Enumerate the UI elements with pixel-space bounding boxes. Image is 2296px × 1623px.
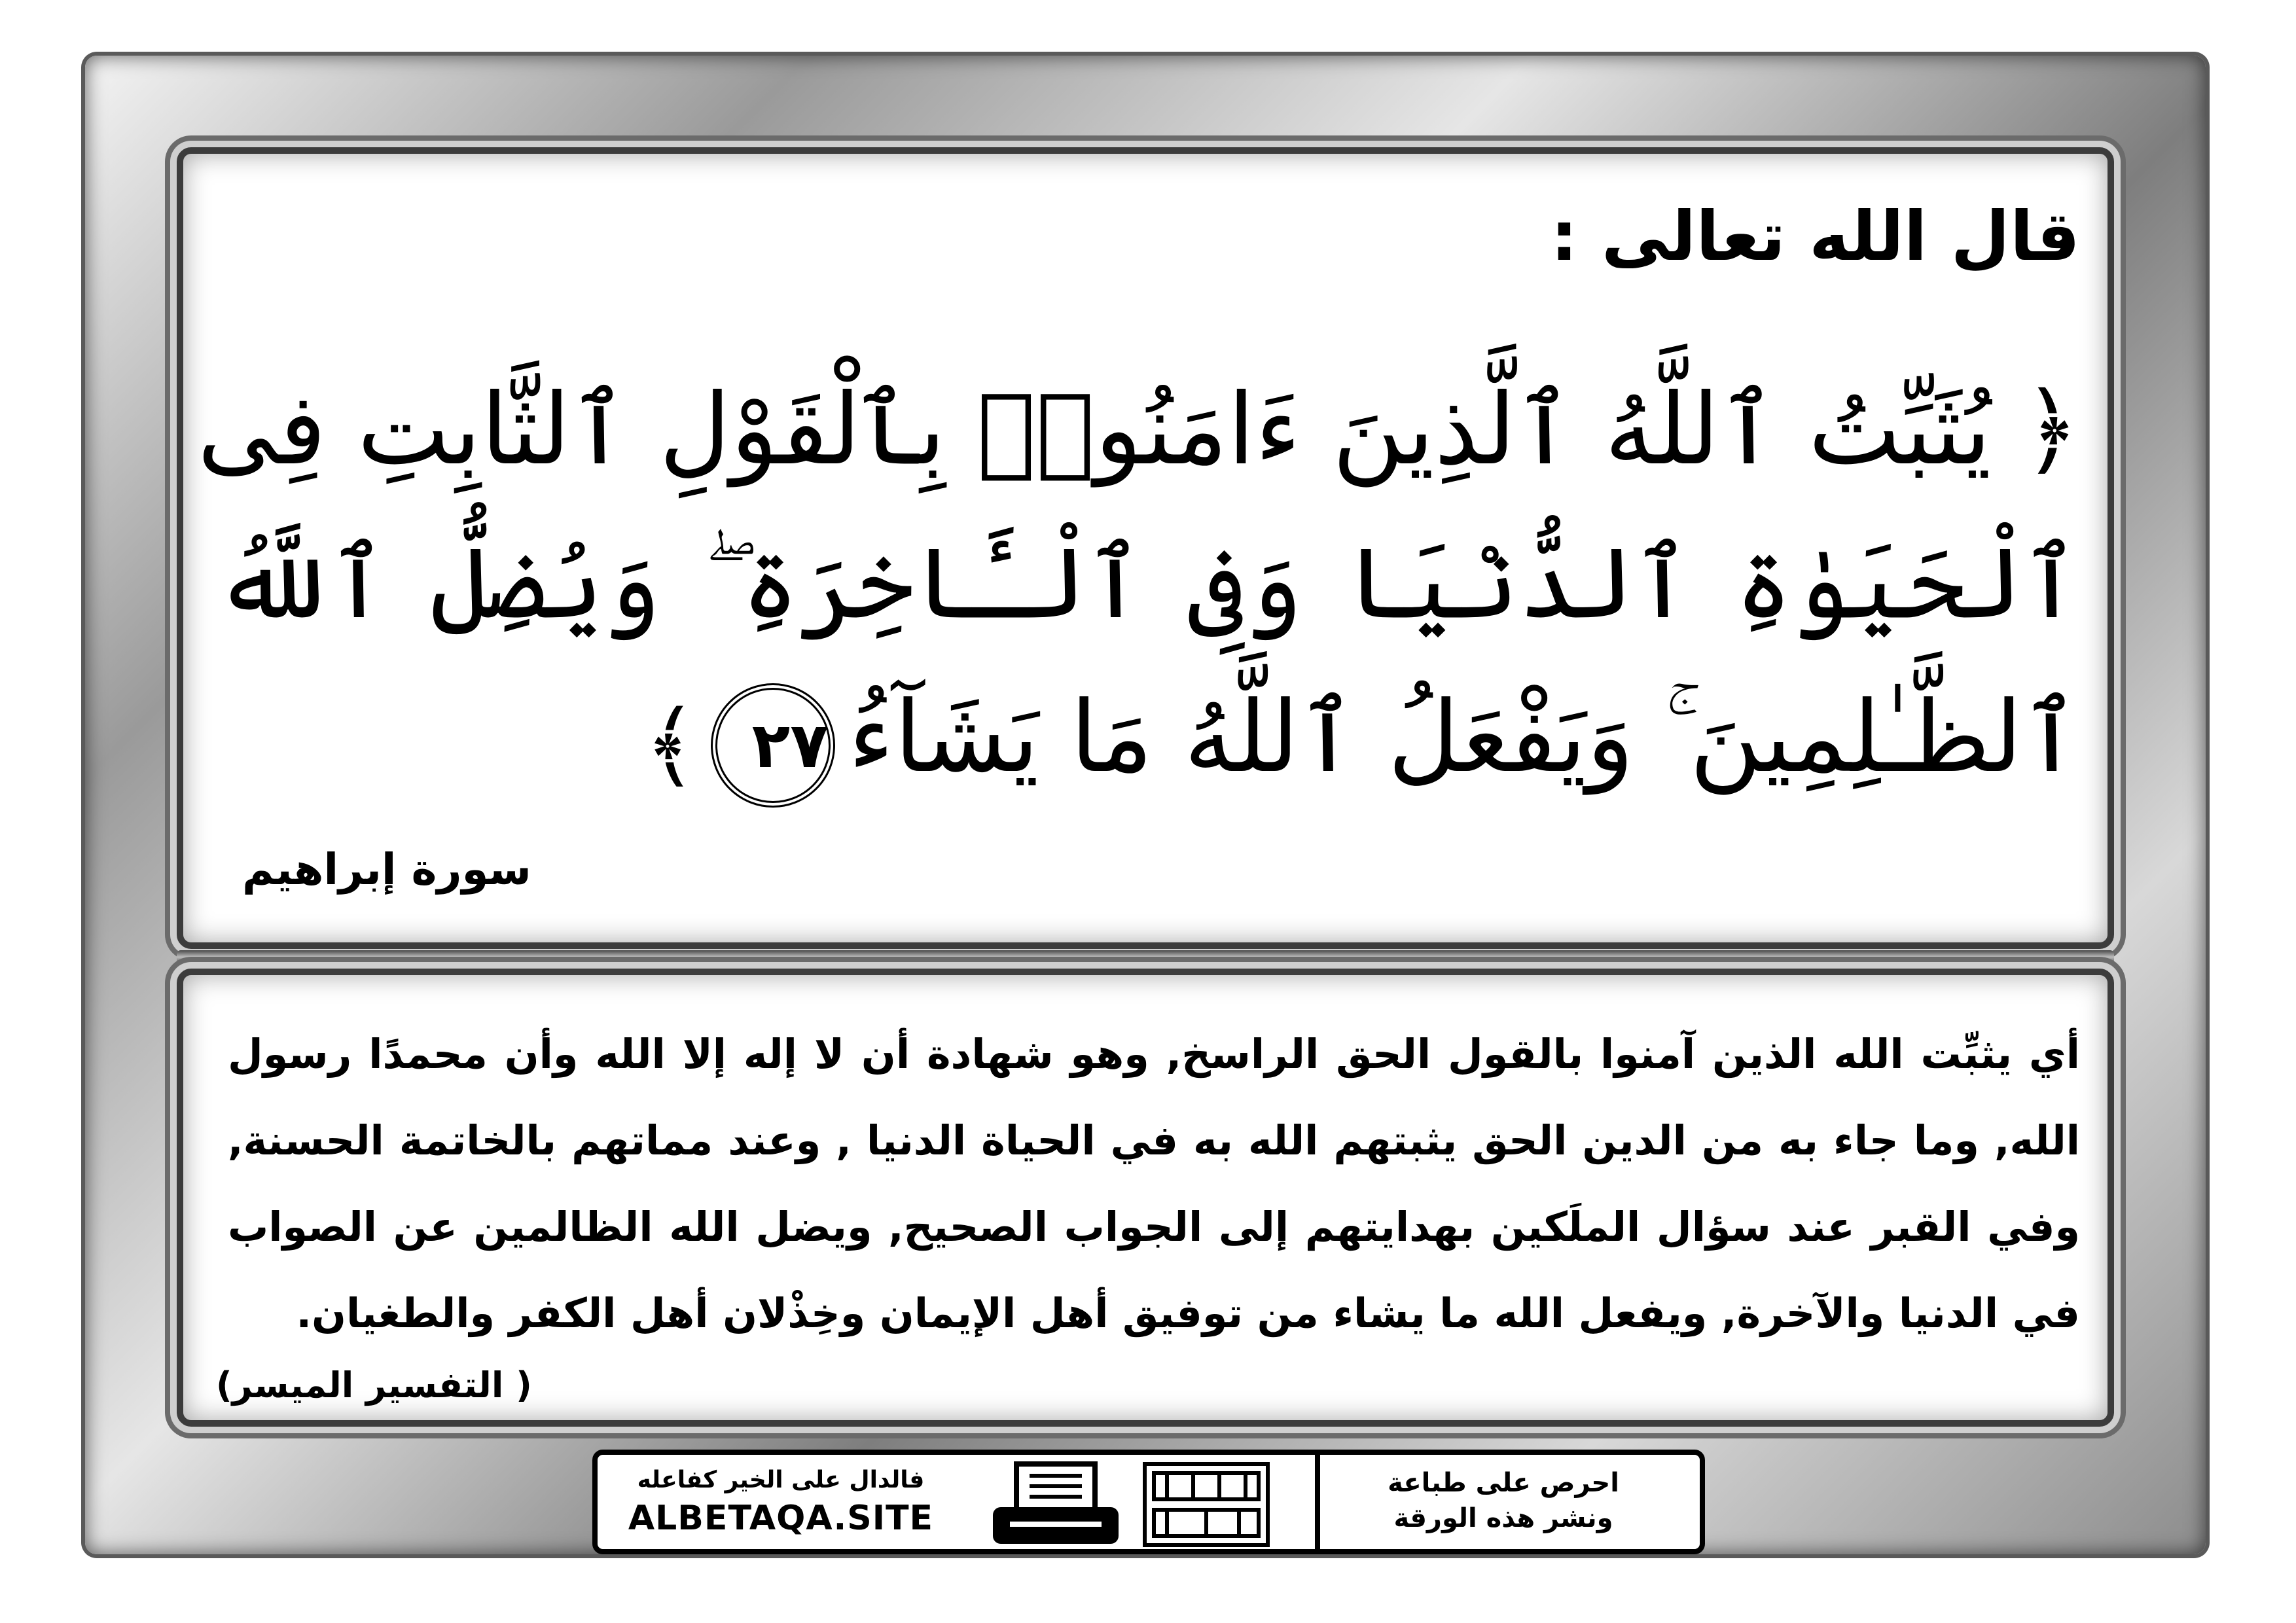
verse-line-3-text: ٱلظَّـٰلِمِينَ ۚ وَيَفْعَلُ ٱللَّهُ مَا يَشَآءُ <box>848 681 2080 794</box>
verse-line-3 <box>215 661 2080 823</box>
logo-icon <box>1141 1460 1272 1549</box>
verse-line-2: ٱلْحَيَوٰةِ ٱلدُّنْيَا وَفِى ٱلْـَٔاخِرَةِ ۖ وَيُضِلُّ ٱللَّهُ <box>215 527 2080 641</box>
surah-name: سورة إبراهيم <box>242 844 531 895</box>
panel-divider <box>177 950 2114 967</box>
footer-right <box>1315 1455 1687 1549</box>
footer-motto: فالدال على الخير كفاعله <box>637 1467 925 1493</box>
footer-banner <box>592 1450 1705 1554</box>
verse-line-1: ﴿ يُثَبِّتُ ٱللَّهُ ٱلَّذِينَ ءَامَنُوا۟ بِٱلْقَوْلِ ٱلثَّابِتِ فِى <box>197 373 2080 487</box>
footer-note-line-1: احرص على طباعة <box>1388 1468 1619 1498</box>
closing-bracket: ﴾ <box>643 692 698 799</box>
quran-verse <box>197 353 2080 823</box>
footer-left <box>611 1455 951 1549</box>
footer-site-link[interactable]: ALBETAQA.SITE <box>628 1499 934 1538</box>
heading: قال الله تعالى : <box>1551 196 2080 276</box>
footer-note-line-2: ونشر هذه الورقة <box>1393 1503 1613 1533</box>
ayah-number-badge: ٢٧ <box>711 683 835 808</box>
tafsir-source: ( التفسير الميسر) <box>216 1364 532 1406</box>
tafsir-text: أي يثبِّت الله الذين آمنوا بالقول الحق الراسخ, وهو شهادة أن لا إله إلا الله وأن محمدًا رسول الله, وما جاء به من الدين الحق يثبتهم الله به في الحياة الدنيا , وعند مماتهم بالخاتمة الحسنة, وفي القبر عند سؤال الملَكين بهدايتهم إلى الجواب الصحيح, ويضل الله الظالمين عن الصواب في الدنيا والآخرة, ويفعل الله ما يشاء من توفيق أهل الإيمان وخِذْلان أهل الكفر والطغيان. <box>228 1030 2080 1337</box>
printer-icon <box>990 1461 1121 1546</box>
